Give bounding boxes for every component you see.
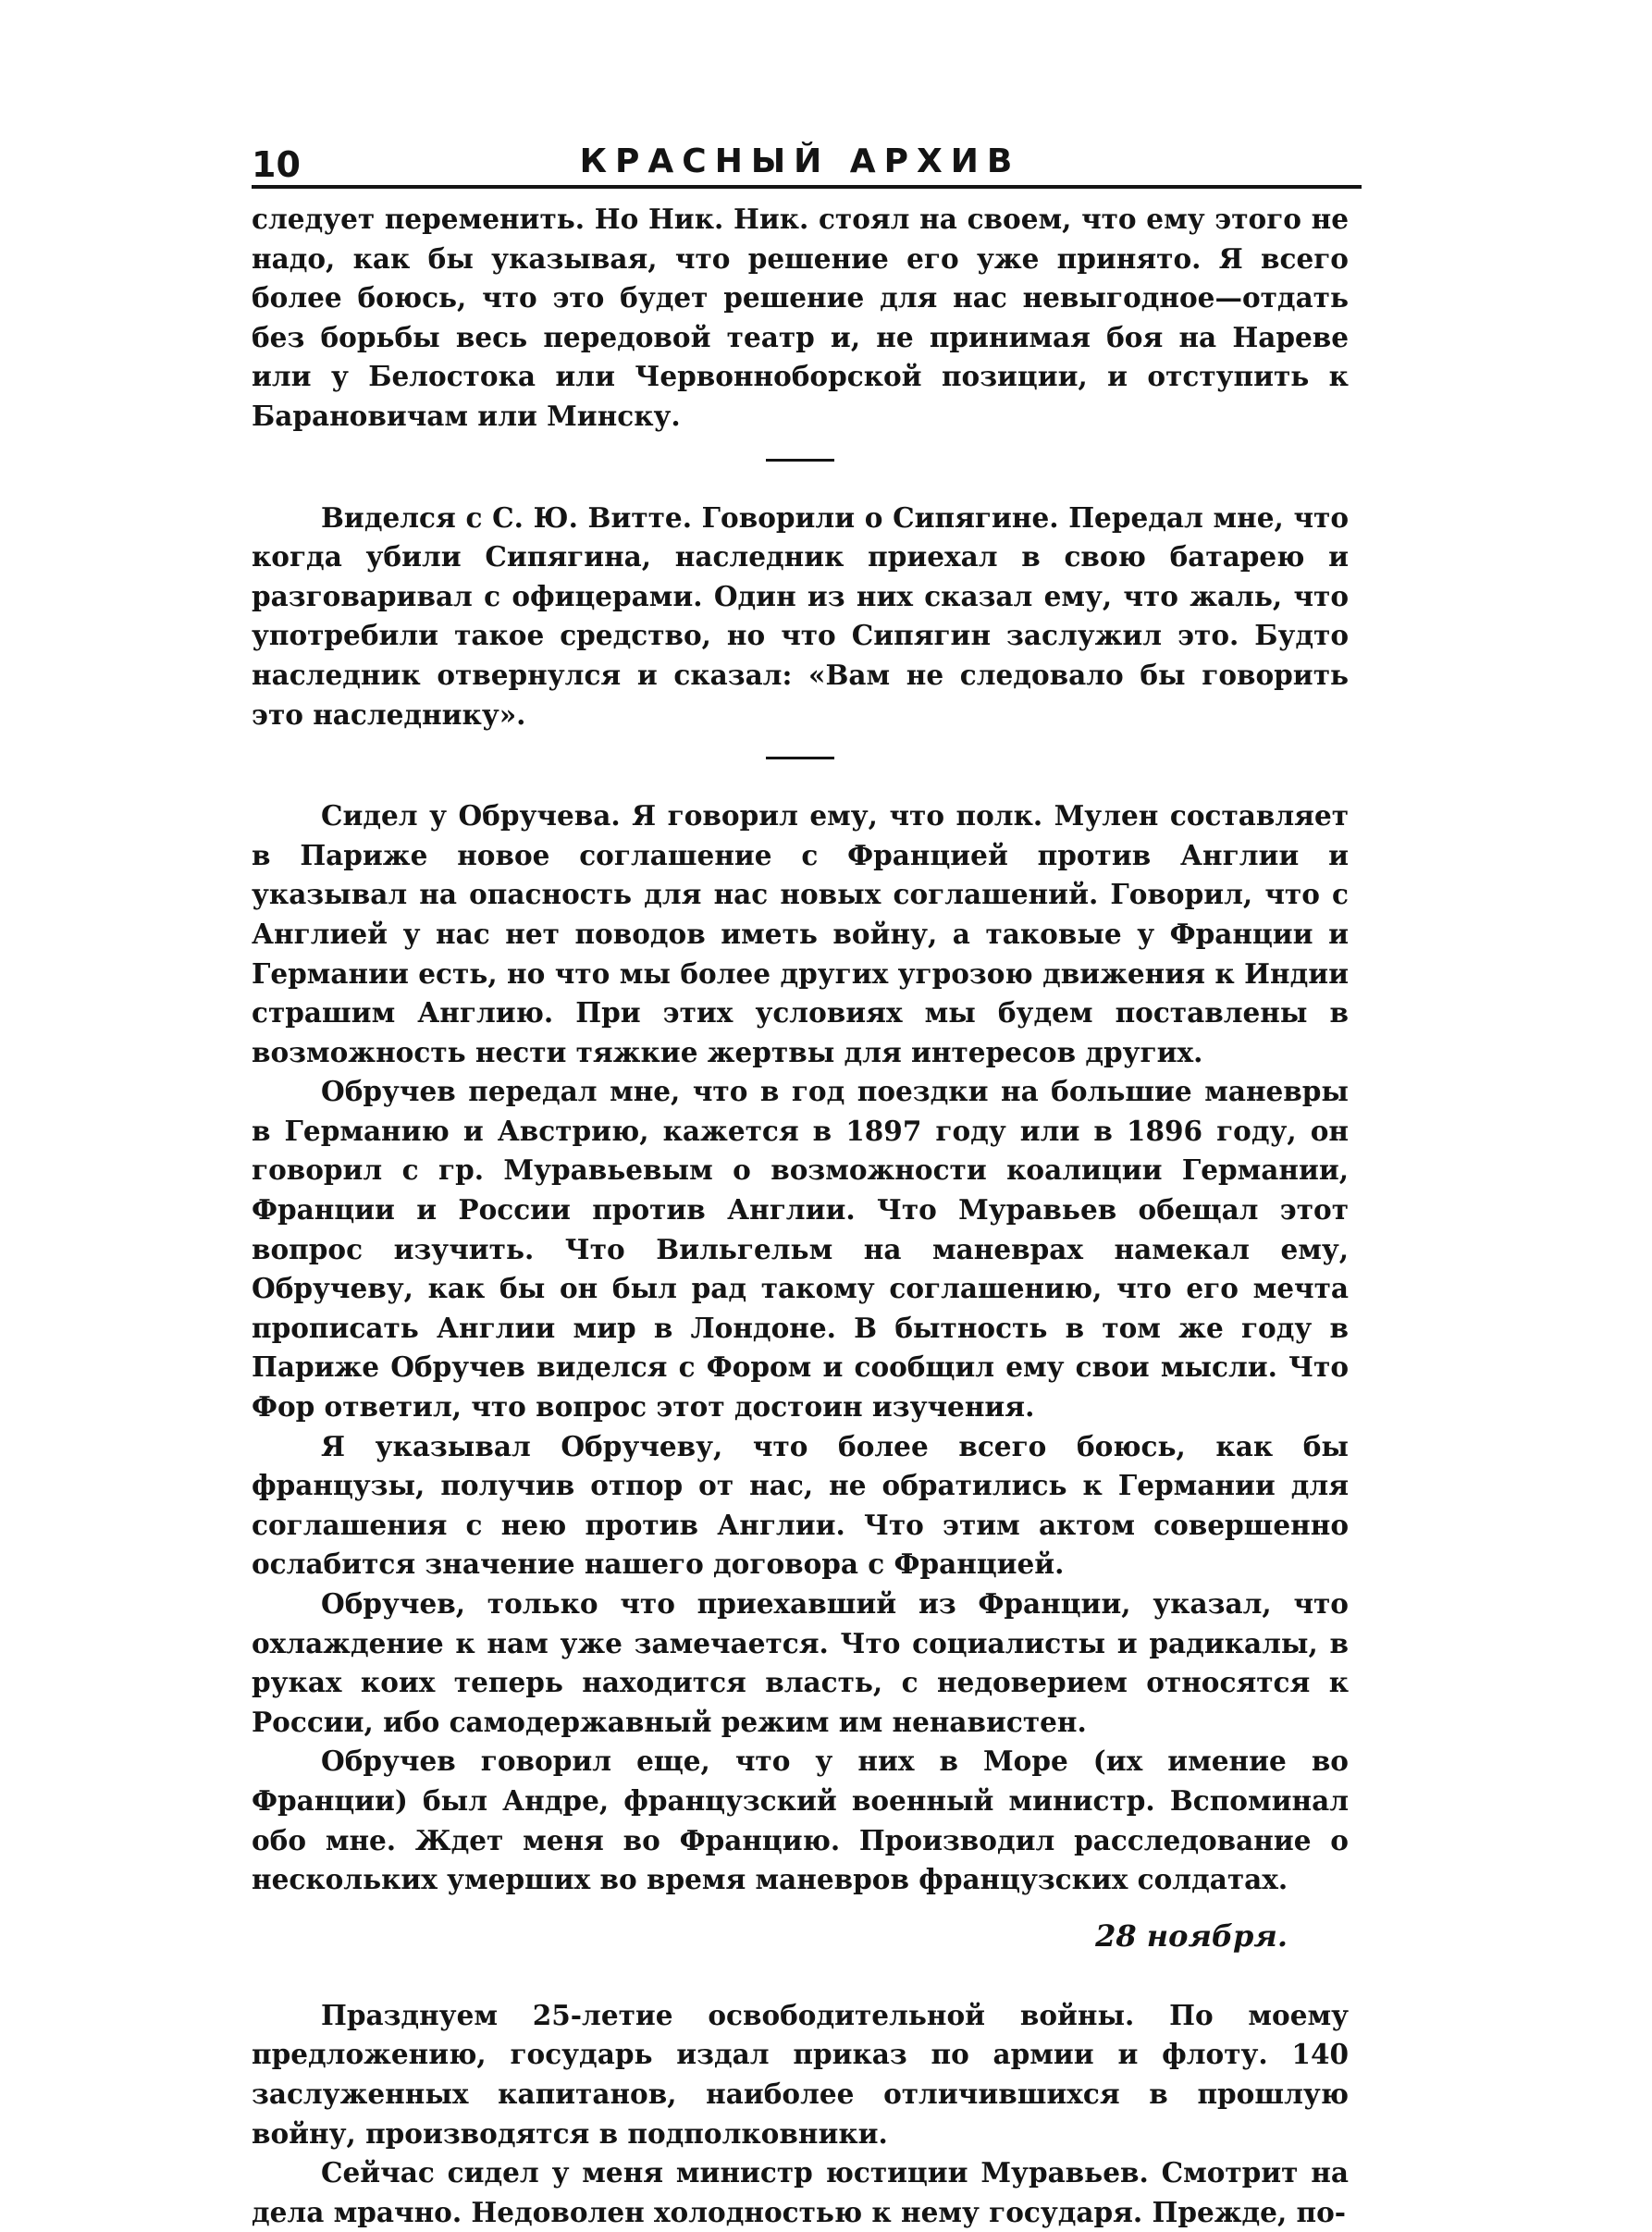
journal-title: КРАСНЫЙ АРХИВ — [579, 142, 1021, 180]
paragraph: Обручев, только что приехавший из Франции, указал, что охлаждение к нам уже замечается. Что социалисты и радикалы, в руках коих теперь находится власть, с недоверием относятся к России, ибо самодержавный режим им ненавистен. — [252, 1587, 1349, 1738]
body-text — [252, 200, 1349, 2232]
paragraph: Обручев передал мне, что в год поездки на большие маневры в Германию и Австрию, кажется в 1897 году или в 1896 году, он говорил с гр. Муравьевым о возможности коалиции Германии, Франции и России против Англии. Что Муравьев обещал этот вопрос изучить. Что Вильгельм на маневрах намекал ему, Обручеву, как бы он был рад такому соглашению, что его мечта прописать Англии мир в Лондоне. В бытность в том же году в Париже Обручев виделся с Фором и сообщил ему свои мысли. Что Фор ответил, что вопрос этот достоин изучения. — [252, 1075, 1349, 1424]
paragraph: Обручев говорил еще, что у них в Море (их имение во Франции) был Андре, французский военный министр. Вспоминал обо мне. Ждет меня во Францию. Производил расследование о нескольких умерших во время маневров французских солдатах. — [252, 1745, 1349, 1896]
diary-date: 28 ноября. — [1095, 1918, 1288, 1954]
header-rule — [252, 185, 1362, 189]
page-number: 10 — [252, 144, 301, 185]
paragraph-continued: следует переменить. Но Ник. Ник. стоял на своем, что ему этого не надо, как бы указывая, что решение его уже принято. Я всего более боюсь, что это будет решение для нас невыгодное—отдать без борьбы весь передовой театр и, не принимая боя на Нареве или у Белостока или Червонноборской позиции, и отступить к Барановичам или Минску. — [252, 203, 1349, 432]
paragraph: Виделся с С. Ю. Витте. Говорили о Сипягине. Передал мне, что когда убили Сипягина, наследник приехал в свою батарею и разговаривал с офицерами. Один из них сказал ему, что жаль, что употребили такое средство, но что Сипягин заслужил это. Будто наследник отвернулся и сказал: «Вам не следовало бы говорить это наследнику». — [252, 500, 1349, 731]
document-page — [252, 139, 1349, 2232]
section-divider — [766, 459, 834, 462]
paragraph: Сейчас сидел у меня министр юстиции Муравьев. Смотрит на дела мрачно. Недоволен холодностью к нему государя. Прежде, по- — [252, 2156, 1349, 2228]
paragraph: Сидел у Обручева. Я говорил ему, что полк. Мулен составляет в Париже новое соглашение с Францией против Англии и указывал на опасность для нас новых соглашений. Говорил, что с Англией у нас нет поводов иметь войну, а таковые у Франции и Германии есть, но что мы более других угрозою движения к Индии страшим Англию. При этих условиях мы будем поставлены в возможность нести тяжкие жертвы для интересов других. — [252, 799, 1349, 1068]
paragraph: Я указывал Обручеву, что более всего боюсь, как бы французы, получив отпор от нас, не обратились к Германии для соглашения с нею против Англии. Что этим актом совершенно ослабится значение нашего договора с Францией. — [252, 1429, 1349, 1581]
page-header — [252, 139, 1349, 187]
section-divider — [766, 757, 834, 759]
paragraph: Празднуем 25-летие освободительной войны. По моему предложению, государь издал приказ по армии и флоту. 140 заслуженных капитанов, наиболее отличившихся в прошлую войну, производятся в подполковники. — [252, 1998, 1349, 2150]
